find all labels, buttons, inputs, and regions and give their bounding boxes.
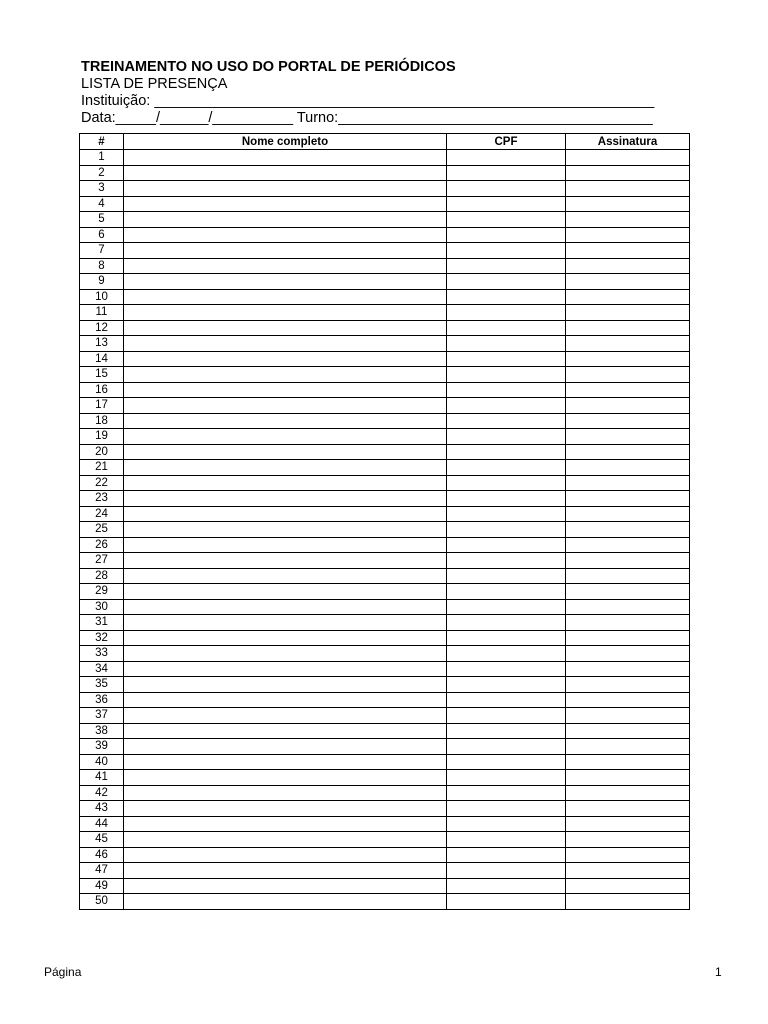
cpf-cell: [447, 615, 566, 631]
row-number: 5: [80, 212, 124, 228]
signature-cell: [566, 491, 690, 507]
row-number: 14: [80, 351, 124, 367]
table-row: [80, 444, 690, 460]
signature-cell: [566, 429, 690, 445]
table-row: [80, 351, 690, 367]
document-subtitle: LISTA DE PRESENÇA: [81, 76, 228, 92]
table-row: [80, 227, 690, 243]
row-number: 12: [80, 320, 124, 336]
signature-cell: [566, 305, 690, 321]
name-cell: [124, 894, 447, 910]
signature-cell: [566, 181, 690, 197]
table-row: [80, 398, 690, 414]
signature-cell: [566, 258, 690, 274]
table-row: [80, 243, 690, 259]
name-cell: [124, 708, 447, 724]
cpf-cell: [447, 522, 566, 538]
name-cell: [124, 816, 447, 832]
row-number: 24: [80, 506, 124, 522]
name-cell: [124, 599, 447, 615]
cpf-cell: [447, 212, 566, 228]
signature-cell: [566, 878, 690, 894]
cpf-cell: [447, 816, 566, 832]
cpf-cell: [447, 429, 566, 445]
table-row: [80, 537, 690, 553]
signature-cell: [566, 165, 690, 181]
cpf-cell: [447, 336, 566, 352]
name-cell: [124, 878, 447, 894]
row-number: 25: [80, 522, 124, 538]
name-cell: [124, 646, 447, 662]
table-body: [80, 150, 690, 910]
row-number: 29: [80, 584, 124, 600]
signature-cell: [566, 599, 690, 615]
table-row: [80, 382, 690, 398]
name-cell: [124, 460, 447, 476]
cpf-cell: [447, 444, 566, 460]
row-number: 36: [80, 692, 124, 708]
row-number: 22: [80, 475, 124, 491]
name-cell: [124, 832, 447, 848]
row-number: 26: [80, 537, 124, 553]
name-cell: [124, 537, 447, 553]
row-number: 45: [80, 832, 124, 848]
table-row: [80, 708, 690, 724]
cpf-cell: [447, 181, 566, 197]
signature-cell: [566, 444, 690, 460]
name-cell: [124, 413, 447, 429]
table-row: [80, 274, 690, 290]
signature-cell: [566, 367, 690, 383]
row-number: 32: [80, 630, 124, 646]
table-row: [80, 460, 690, 476]
row-number: 35: [80, 677, 124, 693]
row-number: 46: [80, 847, 124, 863]
table-row: [80, 894, 690, 910]
name-cell: [124, 506, 447, 522]
signature-cell: [566, 646, 690, 662]
signature-cell: [566, 847, 690, 863]
table-row: [80, 196, 690, 212]
table-row: [80, 305, 690, 321]
row-number: 23: [80, 491, 124, 507]
table-row: [80, 878, 690, 894]
signature-cell: [566, 801, 690, 817]
column-header-cpf: CPF: [447, 134, 566, 150]
name-cell: [124, 615, 447, 631]
table-row: [80, 553, 690, 569]
name-cell: [124, 429, 447, 445]
signature-cell: [566, 289, 690, 305]
name-cell: [124, 630, 447, 646]
cpf-cell: [447, 537, 566, 553]
signature-cell: [566, 553, 690, 569]
table-row: [80, 165, 690, 181]
name-cell: [124, 568, 447, 584]
table-row: [80, 816, 690, 832]
name-cell: [124, 367, 447, 383]
cpf-cell: [447, 553, 566, 569]
name-cell: [124, 243, 447, 259]
row-number: 16: [80, 382, 124, 398]
cpf-cell: [447, 832, 566, 848]
name-cell: [124, 258, 447, 274]
cpf-cell: [447, 708, 566, 724]
cpf-cell: [447, 227, 566, 243]
cpf-cell: [447, 801, 566, 817]
cpf-cell: [447, 847, 566, 863]
row-number: 40: [80, 754, 124, 770]
table-row: [80, 506, 690, 522]
row-number: 13: [80, 336, 124, 352]
signature-cell: [566, 863, 690, 879]
signature-cell: [566, 243, 690, 259]
column-header-name: Nome completo: [124, 134, 447, 150]
name-cell: [124, 847, 447, 863]
table-row: [80, 336, 690, 352]
signature-cell: [566, 522, 690, 538]
name-cell: [124, 723, 447, 739]
cpf-cell: [447, 692, 566, 708]
name-cell: [124, 739, 447, 755]
row-number: 18: [80, 413, 124, 429]
signature-cell: [566, 661, 690, 677]
cpf-cell: [447, 863, 566, 879]
table-row: [80, 491, 690, 507]
cpf-cell: [447, 739, 566, 755]
name-cell: [124, 785, 447, 801]
table-row: [80, 413, 690, 429]
table-row: [80, 847, 690, 863]
row-number: 8: [80, 258, 124, 274]
row-number: 39: [80, 739, 124, 755]
table-row: [80, 181, 690, 197]
signature-cell: [566, 630, 690, 646]
signature-cell: [566, 506, 690, 522]
signature-cell: [566, 336, 690, 352]
name-cell: [124, 770, 447, 786]
name-cell: [124, 336, 447, 352]
row-number: 6: [80, 227, 124, 243]
table-row: [80, 801, 690, 817]
name-cell: [124, 351, 447, 367]
name-cell: [124, 181, 447, 197]
cpf-cell: [447, 382, 566, 398]
cpf-cell: [447, 723, 566, 739]
signature-cell: [566, 351, 690, 367]
cpf-cell: [447, 351, 566, 367]
table-row: [80, 692, 690, 708]
table-row: [80, 739, 690, 755]
cpf-cell: [447, 894, 566, 910]
table-row: [80, 150, 690, 166]
row-number: 41: [80, 770, 124, 786]
table-row: [80, 599, 690, 615]
cpf-cell: [447, 770, 566, 786]
table-row: [80, 770, 690, 786]
cpf-cell: [447, 289, 566, 305]
signature-cell: [566, 816, 690, 832]
signature-cell: [566, 150, 690, 166]
name-cell: [124, 491, 447, 507]
signature-cell: [566, 460, 690, 476]
signature-cell: [566, 708, 690, 724]
signature-cell: [566, 723, 690, 739]
cpf-cell: [447, 475, 566, 491]
table-row: [80, 584, 690, 600]
footer-page-number: 1: [715, 965, 722, 979]
row-number: 44: [80, 816, 124, 832]
name-cell: [124, 382, 447, 398]
row-number: 3: [80, 181, 124, 197]
signature-cell: [566, 382, 690, 398]
name-cell: [124, 475, 447, 491]
row-number: 21: [80, 460, 124, 476]
row-number: 2: [80, 165, 124, 181]
cpf-cell: [447, 646, 566, 662]
cpf-cell: [447, 274, 566, 290]
row-number: 34: [80, 661, 124, 677]
cpf-cell: [447, 677, 566, 693]
name-cell: [124, 150, 447, 166]
document-title: TREINAMENTO NO USO DO PORTAL DE PERIÓDICOS: [81, 59, 456, 75]
name-cell: [124, 212, 447, 228]
name-cell: [124, 320, 447, 336]
name-cell: [124, 274, 447, 290]
name-cell: [124, 692, 447, 708]
table-row: [80, 568, 690, 584]
name-cell: [124, 522, 447, 538]
cpf-cell: [447, 367, 566, 383]
name-cell: [124, 289, 447, 305]
table-row: [80, 475, 690, 491]
row-number: 28: [80, 568, 124, 584]
signature-cell: [566, 413, 690, 429]
row-number: 17: [80, 398, 124, 414]
name-cell: [124, 196, 447, 212]
table-row: [80, 320, 690, 336]
cpf-cell: [447, 506, 566, 522]
cpf-cell: [447, 661, 566, 677]
signature-cell: [566, 537, 690, 553]
table-row: [80, 677, 690, 693]
name-cell: [124, 661, 447, 677]
row-number: 20: [80, 444, 124, 460]
signature-cell: [566, 398, 690, 414]
signature-cell: [566, 832, 690, 848]
signature-cell: [566, 475, 690, 491]
table-row: [80, 646, 690, 662]
signature-cell: [566, 739, 690, 755]
table-row: [80, 723, 690, 739]
signature-cell: [566, 615, 690, 631]
signature-cell: [566, 274, 690, 290]
name-cell: [124, 677, 447, 693]
name-cell: [124, 305, 447, 321]
table-row: [80, 367, 690, 383]
signature-cell: [566, 196, 690, 212]
signature-cell: [566, 677, 690, 693]
cpf-cell: [447, 165, 566, 181]
signature-cell: [566, 320, 690, 336]
table-row: [80, 754, 690, 770]
table-row: [80, 863, 690, 879]
name-cell: [124, 801, 447, 817]
attendance-table: [79, 133, 690, 910]
cpf-cell: [447, 258, 566, 274]
signature-cell: [566, 894, 690, 910]
signature-cell: [566, 568, 690, 584]
table-row: [80, 429, 690, 445]
row-number: 30: [80, 599, 124, 615]
name-cell: [124, 553, 447, 569]
row-number: 37: [80, 708, 124, 724]
column-header-signature: Assinatura: [566, 134, 690, 150]
name-cell: [124, 444, 447, 460]
row-number: 9: [80, 274, 124, 290]
row-number: 10: [80, 289, 124, 305]
cpf-cell: [447, 398, 566, 414]
cpf-cell: [447, 150, 566, 166]
signature-cell: [566, 692, 690, 708]
institution-field-line: Instituição: ______________________________________________________________: [81, 93, 655, 109]
row-number: 49: [80, 878, 124, 894]
row-number: 38: [80, 723, 124, 739]
row-number: 47: [80, 863, 124, 879]
row-number: 11: [80, 305, 124, 321]
name-cell: [124, 398, 447, 414]
cpf-cell: [447, 460, 566, 476]
cpf-cell: [447, 584, 566, 600]
signature-cell: [566, 754, 690, 770]
name-cell: [124, 863, 447, 879]
row-number: 15: [80, 367, 124, 383]
table-row: [80, 785, 690, 801]
cpf-cell: [447, 785, 566, 801]
cpf-cell: [447, 320, 566, 336]
table-row: [80, 832, 690, 848]
table-row: [80, 212, 690, 228]
signature-cell: [566, 785, 690, 801]
signature-cell: [566, 770, 690, 786]
table-row: [80, 258, 690, 274]
cpf-cell: [447, 599, 566, 615]
name-cell: [124, 754, 447, 770]
row-number: 42: [80, 785, 124, 801]
date-turn-field-line: Data:_____/______/__________ Turno:_______________________________________: [81, 110, 653, 126]
row-number: 33: [80, 646, 124, 662]
table-row: [80, 522, 690, 538]
column-header-number: #: [80, 134, 124, 150]
cpf-cell: [447, 305, 566, 321]
row-number: 1: [80, 150, 124, 166]
row-number: 50: [80, 894, 124, 910]
name-cell: [124, 584, 447, 600]
cpf-cell: [447, 491, 566, 507]
row-number: 4: [80, 196, 124, 212]
document-header: [81, 58, 681, 127]
signature-cell: [566, 212, 690, 228]
table-row: [80, 630, 690, 646]
cpf-cell: [447, 196, 566, 212]
cpf-cell: [447, 413, 566, 429]
cpf-cell: [447, 754, 566, 770]
table-header-row: [80, 134, 690, 150]
row-number: 19: [80, 429, 124, 445]
row-number: 31: [80, 615, 124, 631]
row-number: 27: [80, 553, 124, 569]
signature-cell: [566, 584, 690, 600]
cpf-cell: [447, 243, 566, 259]
row-number: 7: [80, 243, 124, 259]
signature-cell: [566, 227, 690, 243]
cpf-cell: [447, 630, 566, 646]
footer-page-label: Página: [44, 965, 82, 979]
cpf-cell: [447, 878, 566, 894]
table-row: [80, 661, 690, 677]
name-cell: [124, 165, 447, 181]
row-number: 43: [80, 801, 124, 817]
table-row: [80, 289, 690, 305]
name-cell: [124, 227, 447, 243]
cpf-cell: [447, 568, 566, 584]
table-row: [80, 615, 690, 631]
